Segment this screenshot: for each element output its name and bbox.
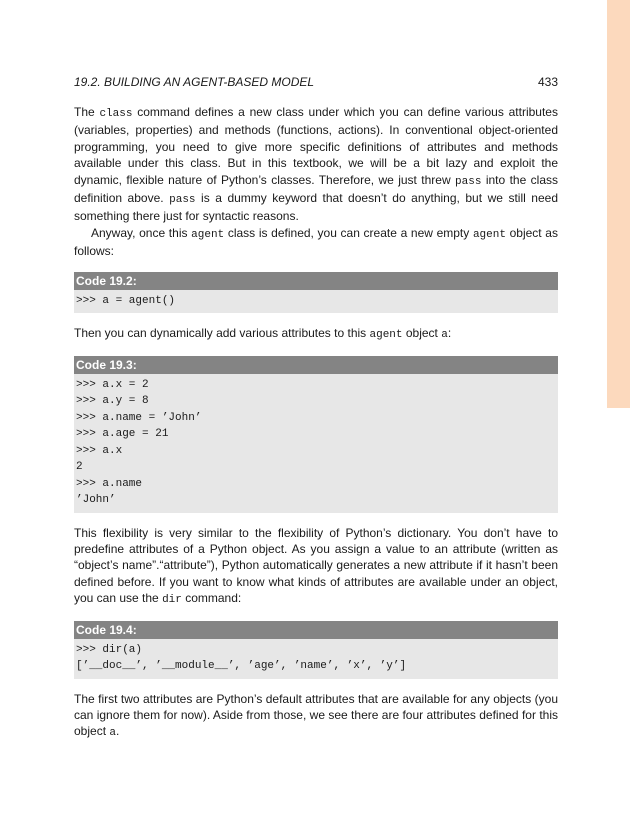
code-line: [’__doc__’, ’__module__’, ’age’, ’name’, ’x’, ’y’] [76, 660, 407, 673]
chapter-thumb-tab [607, 0, 630, 408]
paragraph-flexibility: This flexibility is very similar to the flexibility of Python’s dictionary. You don’t have to predefine attributes of a Python object. As you assign a value to an attribute (written as “object’s name”.“attribute”), Python automatically generates a new attribute if it hasn’t been defined before. If you want to know what kinds of attributes are available under an object, you can use the dir command: [74, 525, 558, 607]
inline-code: pass [169, 194, 196, 207]
paragraph-default-attributes: The first two attributes are Python’s default attributes that are available for any objects (you can ignore them for now). Aside from those, we see there are four attributes defined for this object a. [74, 691, 558, 740]
inline-code: class [99, 108, 133, 120]
inline-code: agent [369, 329, 403, 342]
section-title: 19.2. BUILDING AN AGENT-BASED MODEL [74, 75, 315, 89]
inline-code: agent [472, 228, 506, 241]
inline-code: dir [162, 594, 182, 607]
page-number: 433 [537, 75, 558, 89]
paragraph-class-command: The class command defines a new class under which you can define various attributes (variables, properties) and methods (functions, actions). In conventional object-oriented programming, you need to give more specific definitions of attributes and methods available under this class. But in this textbook, we will be a bit lazy and exploit the dynamic, flexible nature of Python’s classes. Therefore, we just threw pass into the class definition above. pass is a dummy keyword that doesn’t do anything, but we still need something there just for syntactic reasons. [74, 105, 559, 224]
code-block-19-4 [74, 621, 558, 679]
code-label: Code 19.2: [74, 272, 558, 290]
paragraph-add-attributes: Then you can dynamically add various attributes to this agent object a: [74, 326, 452, 342]
running-head [74, 74, 558, 90]
code-block-19-3 [74, 356, 558, 513]
code-line: >>> a = agent() [76, 294, 176, 307]
inline-code: agent [191, 228, 225, 241]
code-line: 2 [76, 461, 83, 474]
code-label: Code 19.3: [74, 356, 558, 374]
code-block-19-2 [74, 272, 558, 314]
code-line: >>> a.x [76, 444, 123, 457]
code-line: ’John’ [76, 494, 116, 507]
paragraph-create-agent: Anyway, once this agent class is defined, you can create a new empty agent object as follows: [74, 225, 558, 259]
code-line: >>> a.name [76, 477, 143, 490]
code-line: >>> a.y = 8 [76, 395, 149, 408]
code-label: Code 19.4: [74, 621, 558, 639]
page-content [74, 74, 558, 742]
code-line: >>> a.x = 2 [76, 378, 149, 391]
inline-code: a [109, 727, 116, 740]
code-line: >>> a.name = ’John’ [76, 411, 202, 424]
code-line: >>> a.age = 21 [76, 428, 169, 441]
inline-code: a [441, 329, 448, 342]
code-line: >>> dir(a) [76, 643, 143, 656]
inline-code: pass [455, 175, 482, 188]
